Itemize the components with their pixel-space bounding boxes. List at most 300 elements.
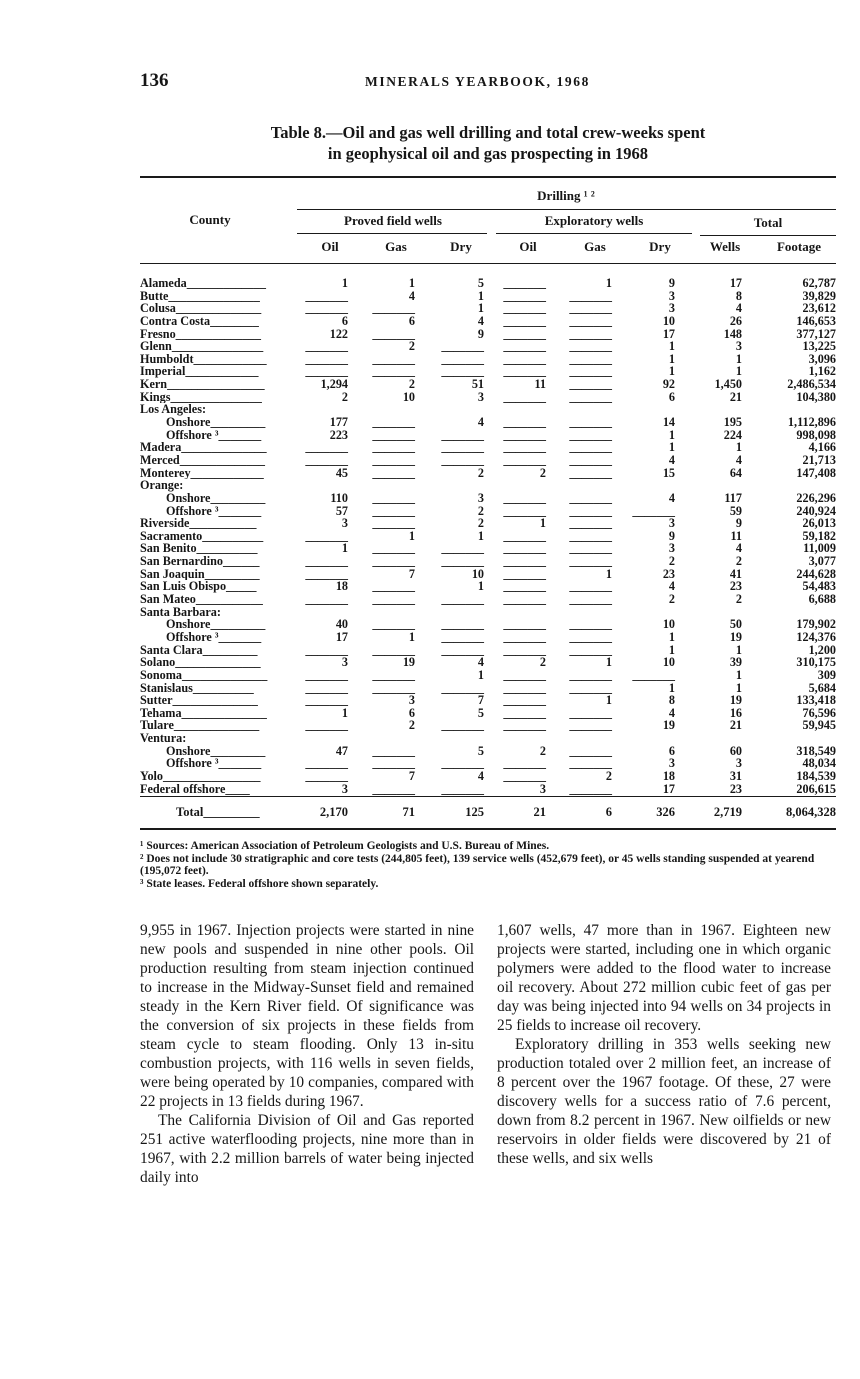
table-cell: 1	[477, 667, 484, 682]
header-total: Total	[753, 215, 783, 230]
county-name: Tehama______________	[140, 706, 267, 720]
table-row	[140, 441, 836, 454]
table-cell: 2	[735, 554, 742, 569]
table-cell: 39	[729, 655, 742, 670]
footnote: ² Does not include 30 stratigraphic and core tests (244,805 feet), 139 service wells (452,679 feet), or 45 wells standing suspended at yearend (195,072 feet).	[140, 852, 815, 877]
table-cell: 1	[539, 516, 546, 531]
table-cell: 26	[729, 313, 742, 328]
table-cell: _______	[372, 756, 415, 771]
table-cell: 1	[735, 642, 742, 657]
table-row	[140, 492, 836, 505]
county-name: Los Angeles:	[140, 403, 207, 417]
table-cell: 4,166	[808, 440, 836, 455]
table-cell: _______	[372, 452, 415, 467]
table-cell: _______	[441, 452, 484, 467]
table-cell: 16	[729, 705, 742, 720]
table-row	[140, 580, 836, 593]
table-cell: 3	[539, 781, 546, 796]
table-cell: 62,787	[802, 276, 836, 290]
table-cell: _______	[372, 516, 415, 531]
table-cell: _______	[569, 680, 612, 695]
county-name: Onshore_________	[166, 491, 266, 505]
table-cell: _______	[503, 490, 546, 505]
table-cell: _______	[569, 629, 612, 644]
table-cell: _______	[569, 452, 612, 467]
table-cell: _______	[305, 339, 348, 354]
county-name: Humboldt____________	[140, 352, 267, 366]
running-head: MINERALS YEARBOOK, 1968	[365, 74, 590, 89]
table-cell: _______	[569, 288, 612, 303]
county-name: Riverside___________	[140, 517, 257, 530]
county-name: Butte_______________	[140, 289, 260, 303]
table-cell: 1	[477, 579, 484, 594]
table-cell: 3	[408, 693, 415, 708]
table-cell: _______	[372, 781, 415, 796]
county-name: Contra Costa________	[140, 314, 259, 328]
table-cell: 19	[662, 718, 675, 733]
total-cell: 8,064,328	[786, 805, 836, 819]
table-cell: 50	[729, 617, 742, 632]
table-cell: _______	[569, 389, 612, 404]
table-row	[140, 656, 836, 669]
table-cell: _______	[372, 440, 415, 455]
table-cell: _______	[569, 313, 612, 328]
table-cell: 17	[729, 276, 742, 290]
table-title-line-2: in geophysical oil and gas prospecting in 1968	[327, 144, 649, 163]
table-cell: _______	[569, 642, 612, 657]
table-cell: _______	[503, 427, 546, 442]
table-cell: 2	[408, 339, 415, 354]
total-cell: 21	[533, 805, 546, 819]
county-name: Onshore_________	[166, 618, 266, 631]
table-row	[140, 593, 836, 606]
table-cell: _______	[372, 490, 415, 505]
table-cell: 4	[477, 655, 484, 670]
county-name: Santa Barbara:	[140, 605, 221, 619]
table-row	[140, 290, 836, 303]
table-row	[140, 277, 836, 290]
header-footage: Footage	[776, 239, 822, 254]
table-cell: _______	[632, 667, 675, 682]
table-cell: 4	[668, 705, 675, 720]
table-cell: 3	[735, 756, 742, 771]
table-cell: 1	[668, 680, 675, 695]
table-row	[140, 770, 836, 783]
table-cell: 206,615	[796, 781, 836, 796]
table-cell: 1	[408, 276, 415, 290]
county-name: Federal offshore____	[140, 782, 250, 796]
table-cell: 3	[341, 516, 348, 531]
header-oil-proved: Oil	[321, 239, 339, 254]
total-cell: 6	[605, 805, 612, 819]
county-name: Offshore ³_______	[166, 630, 262, 644]
county-name: San Benito__________	[140, 542, 258, 556]
table-row	[140, 391, 836, 404]
header-dry-exploratory: Dry	[649, 239, 671, 254]
table-cell: _______	[305, 364, 348, 379]
table-cell: _______	[503, 756, 546, 771]
table-cell: 1	[605, 566, 612, 581]
county-name: San Bernardino______	[140, 555, 260, 568]
table-cell: _______	[569, 617, 612, 632]
table-cell: _______	[569, 326, 612, 341]
table-cell: 1	[477, 301, 484, 316]
county-name: Orange:	[140, 479, 184, 492]
table-cell: 3	[668, 301, 675, 316]
header-dry-proved: Dry	[450, 239, 472, 254]
table-cell: _______	[305, 566, 348, 581]
table-cell: 2	[539, 655, 546, 670]
table-cell: 2	[408, 377, 415, 392]
table-cell: _______	[372, 503, 415, 518]
table-cell: 1,294	[320, 377, 348, 392]
table-cell: _______	[569, 301, 612, 316]
table-cell: 223	[329, 427, 348, 442]
table-cell: _______	[503, 364, 546, 379]
table-cell: 7	[408, 566, 415, 581]
table-cell: 1,450	[714, 377, 742, 392]
table-cell: 11,009	[803, 541, 836, 556]
table-cell: 1	[735, 680, 742, 695]
body-column-right	[497, 921, 831, 1168]
table-cell: _______	[305, 693, 348, 708]
table-cell: 7	[408, 768, 415, 783]
table-row	[140, 719, 836, 732]
table-cell: _______	[569, 440, 612, 455]
table-cell: 1	[668, 629, 675, 644]
table-cell: _______	[569, 490, 612, 505]
table-cell: 146,653	[796, 313, 836, 328]
county-name: Fresno______________	[140, 327, 261, 341]
header-exploratory-rule	[496, 233, 692, 234]
table-top-rule	[140, 176, 836, 178]
table-cell: _______	[372, 427, 415, 442]
county-name: Offshore ³_______	[166, 504, 262, 518]
table-cell: 2	[668, 592, 675, 607]
table-cell: 4	[477, 768, 484, 783]
table-cell: 8	[735, 288, 742, 303]
table-row	[140, 555, 836, 568]
table-cell: _______	[372, 642, 415, 657]
county-name: Solano______________	[140, 656, 261, 669]
table-cell: _______	[372, 465, 415, 480]
table-cell: 240,924	[796, 503, 836, 518]
table-cell: _______	[305, 718, 348, 733]
table-cell: 309	[817, 667, 836, 682]
table-cell: 3	[735, 339, 742, 354]
table-cell: 2	[539, 465, 546, 480]
total-cell: 2,719	[713, 805, 742, 819]
table-cell: 110	[330, 490, 348, 505]
body-column-left	[140, 921, 474, 1187]
table-cell: 54,483	[802, 579, 836, 594]
total-row	[140, 804, 836, 820]
table-cell: 6	[408, 705, 415, 720]
table-cell: 4	[735, 541, 742, 556]
table-cell: 4	[477, 313, 484, 328]
table-cell: 51	[471, 377, 484, 392]
table-cell: _______	[503, 617, 546, 632]
table-cell: _______	[305, 528, 348, 543]
table-cell: 5	[477, 705, 484, 720]
table-cell: 1	[668, 440, 675, 455]
table-cell: 23	[729, 781, 742, 796]
table-cell: _______	[372, 541, 415, 556]
table-cell: 4	[477, 415, 484, 430]
table-row	[140, 429, 836, 442]
table-cell: 9	[668, 528, 675, 543]
table-cell: _______	[503, 592, 546, 607]
table-cell: _______	[503, 339, 546, 354]
table-cell: 124,376	[796, 629, 836, 644]
table-cell: 10	[402, 389, 415, 404]
total-cell: 125	[465, 805, 484, 819]
table-cell: _______	[569, 743, 612, 758]
table-row	[140, 530, 836, 543]
table-cell: 117	[724, 490, 742, 505]
table-cell: 147,408	[796, 465, 836, 480]
table-cell: 19	[402, 655, 415, 670]
table-cell: 21	[729, 389, 742, 404]
table-cell: _______	[569, 554, 612, 569]
table-cell: 6	[408, 313, 415, 328]
header-oil-exploratory: Oil	[519, 239, 537, 254]
table-cell: 21,713	[802, 452, 836, 467]
table-cell: _______	[503, 503, 546, 518]
table-cell: _______	[503, 351, 546, 366]
table-cell: 5	[477, 276, 484, 290]
table-cell: _______	[372, 579, 415, 594]
table-cell: 13,225	[802, 339, 836, 354]
table-cell: 4	[668, 579, 675, 594]
table-cell: 1	[668, 351, 675, 366]
table-cell: 3	[341, 781, 348, 796]
county-name: Colusa______________	[140, 302, 262, 315]
table-row	[140, 467, 836, 480]
total-cell: 326	[656, 805, 675, 819]
table-cell: _______	[503, 541, 546, 556]
table-cell: 2,486,534	[787, 377, 836, 392]
table-cell: _______	[569, 579, 612, 594]
table-cell: _______	[305, 592, 348, 607]
table-cell: 2	[477, 465, 484, 480]
county-name: Offshore ³_______	[166, 757, 262, 770]
table-cell: _______	[305, 288, 348, 303]
table-cell: 1	[408, 629, 415, 644]
table-cell: 310,175	[796, 655, 836, 670]
table-cell: _______	[569, 427, 612, 442]
table-cell: 1	[341, 541, 348, 556]
table-cell: _______	[569, 415, 612, 430]
table-cell: 18	[335, 579, 348, 594]
table-cell: 48,034	[802, 756, 836, 771]
table-cell: _______	[503, 276, 546, 290]
table-cell: 998,098	[796, 427, 836, 442]
header-drilling: Drilling ¹ ²	[537, 188, 595, 203]
county-name: Onshore_________	[166, 744, 266, 758]
table-cell: 7	[477, 693, 484, 708]
table-title	[140, 122, 836, 164]
table-cell: 57	[335, 503, 348, 518]
total-cell: 2,170	[319, 805, 348, 819]
table-cell: _______	[503, 440, 546, 455]
table-cell: _______	[503, 579, 546, 594]
table-cell: 184,539	[796, 768, 836, 783]
table-cell: _______	[441, 364, 484, 379]
table-cell: 41	[729, 566, 742, 581]
table-cell: _______	[441, 642, 484, 657]
table-cell: _______	[305, 768, 348, 783]
table-cell: 59	[729, 503, 742, 518]
county-name: San Luis Obispo_____	[140, 580, 257, 594]
county-name: Imperial____________	[140, 365, 259, 379]
table-cell: 3	[668, 288, 675, 303]
table-cell: 5	[477, 743, 484, 758]
county-name: Kings_______________	[140, 390, 262, 404]
table-cell: _______	[503, 554, 546, 569]
county-name: Alameda_____________	[140, 277, 266, 290]
header-drilling-rule	[297, 209, 836, 210]
table-cell: _______	[569, 718, 612, 733]
table-cell: 14	[662, 415, 675, 430]
table-row	[140, 340, 836, 353]
table-cell: 4	[408, 288, 415, 303]
table-cell: _______	[569, 541, 612, 556]
table-cell: 4	[668, 452, 675, 467]
table-cell: 179,902	[796, 617, 836, 632]
table-cell: _______	[503, 566, 546, 581]
county-name: Onshore_________	[166, 416, 266, 429]
table-cell: _______	[632, 503, 675, 518]
table-cell: _______	[305, 452, 348, 467]
table-cell: 92	[662, 377, 675, 392]
county-name: Merced______________	[140, 453, 266, 467]
table-cell: 2	[341, 389, 348, 404]
table-cell: 104,380	[796, 389, 836, 404]
table-cell: 8	[668, 693, 675, 708]
table-cell: 244,628	[796, 566, 836, 581]
body-paragraph: 1,607 wells, 47 more than in 1967. Eighteen new projects were started, including one in which organic polymers were added to the flood water to increase oil recovery. About 272 million cubic feet of gas per day was being injected into 94 wells on 34 projects in 25 fields to increase oil recovery.	[497, 922, 831, 1034]
table-cell: 5,684	[808, 680, 836, 695]
body-paragraph: 9,955 in 1967. Injection projects were started in nine new pools and suspended in nine other pools. Oil production resulting from steam injection continued to increase in the Midway-Sunset field and remained steady in the Kern River field. Of significance was the conversion of six projects in these fields from steam cycle to steam flooding. Only 13 in-situ combustion projects, with 116 wells in seven fields, were being operated by 10 companies, compared with 22 projects in 13 fields during 1967.	[140, 922, 474, 1110]
table-cell: _______	[305, 301, 348, 316]
table-cell: 148	[723, 326, 742, 341]
table-cell: 17	[335, 629, 348, 644]
table-cell: 4	[668, 490, 675, 505]
table-cell: _______	[503, 642, 546, 657]
table-cell: _______	[441, 680, 484, 695]
table-cell: 19	[729, 629, 742, 644]
table-row	[140, 416, 836, 429]
header-wells: Wells	[709, 239, 741, 254]
table-cell: 224	[723, 427, 742, 442]
table-title-line-1: Table 8.—Oil and gas well drilling and total crew-weeks spent	[270, 123, 706, 142]
header-proved: Proved field wells	[344, 213, 442, 228]
table-cell: 1	[735, 351, 742, 366]
table-cell: _______	[441, 781, 484, 796]
table-cell: _______	[372, 364, 415, 379]
table-cell: 2	[668, 554, 675, 569]
table-cell: _______	[372, 592, 415, 607]
table-cell: 59,945	[802, 718, 836, 733]
footnotes	[140, 840, 836, 890]
body-paragraph: Exploratory drilling in 353 wells seeking new production totaled over 2 million feet, an increase of 8 percent over the 1967 footage. Of these, 27 were discovery wells for a success ratio of 7.6 percent, down from 8.2 percent in 1967. New oilfields or new reservoirs in older fields were discovered by 21 of these wells, and six wells	[497, 1036, 831, 1167]
table-cell: _______	[305, 554, 348, 569]
table-cell: 1	[668, 427, 675, 442]
table-cell: _______	[441, 592, 484, 607]
table-cell: 1,200	[808, 642, 836, 657]
county-name: Stanislaus__________	[140, 681, 254, 695]
table-cell: 2	[408, 718, 415, 733]
table-cell: 23	[729, 579, 742, 594]
table-cell: _______	[441, 718, 484, 733]
table-cell: 18	[662, 768, 675, 783]
table-cell: _______	[569, 377, 612, 392]
table-row	[140, 732, 836, 745]
header-gas-proved: Gas	[385, 239, 407, 254]
table-row	[140, 669, 836, 682]
table-cell: 1	[735, 440, 742, 455]
table-cell: _______	[569, 503, 612, 518]
county-name: Monterey____________	[140, 466, 264, 480]
header-exploratory: Exploratory wells	[544, 213, 644, 228]
table-cell: 1	[477, 528, 484, 543]
table-cell: 3	[341, 655, 348, 670]
table-cell: _______	[372, 301, 415, 316]
table-cell: 318,549	[796, 743, 836, 758]
table-cell: _______	[372, 415, 415, 430]
table-cell: 11	[534, 377, 546, 392]
table-cell: 60	[729, 743, 742, 758]
table-cell: _______	[569, 705, 612, 720]
county-name: Sutter______________	[140, 694, 258, 707]
table-cell: _______	[441, 756, 484, 771]
table-cell: 10	[662, 655, 675, 670]
table-row	[140, 479, 836, 492]
table-cell: _______	[569, 339, 612, 354]
table-cell: 133,418	[796, 693, 836, 708]
county-name: Sacramento__________	[140, 529, 264, 543]
table-cell: 21	[729, 718, 742, 733]
table-cell: _______	[569, 465, 612, 480]
header-gas-exploratory: Gas	[584, 239, 606, 254]
table-cell: 3	[668, 541, 675, 556]
table-cell: _______	[503, 389, 546, 404]
table-cell: 1	[605, 693, 612, 708]
table-cell: 4	[735, 452, 742, 467]
table-cell: _______	[441, 617, 484, 632]
table-cell: _______	[441, 629, 484, 644]
table-cell: _______	[569, 756, 612, 771]
table-cell: 1,112,896	[787, 415, 836, 430]
table-cell: _______	[441, 339, 484, 354]
table-cell: 59,182	[802, 528, 836, 543]
county-name: Yolo________________	[140, 769, 261, 783]
county-name: Glenn_______________	[140, 340, 264, 353]
table-cell: _______	[503, 288, 546, 303]
table-cell: 2	[735, 592, 742, 607]
table-cell: 177	[329, 415, 348, 430]
table-cell: _______	[569, 516, 612, 531]
table-row	[140, 454, 836, 467]
table-cell: _______	[503, 693, 546, 708]
table-row	[140, 378, 836, 391]
table-cell: _______	[372, 617, 415, 632]
table-cell: 3	[477, 389, 484, 404]
table-cell: _______	[441, 440, 484, 455]
table-row	[140, 542, 836, 555]
table-row	[140, 505, 836, 518]
